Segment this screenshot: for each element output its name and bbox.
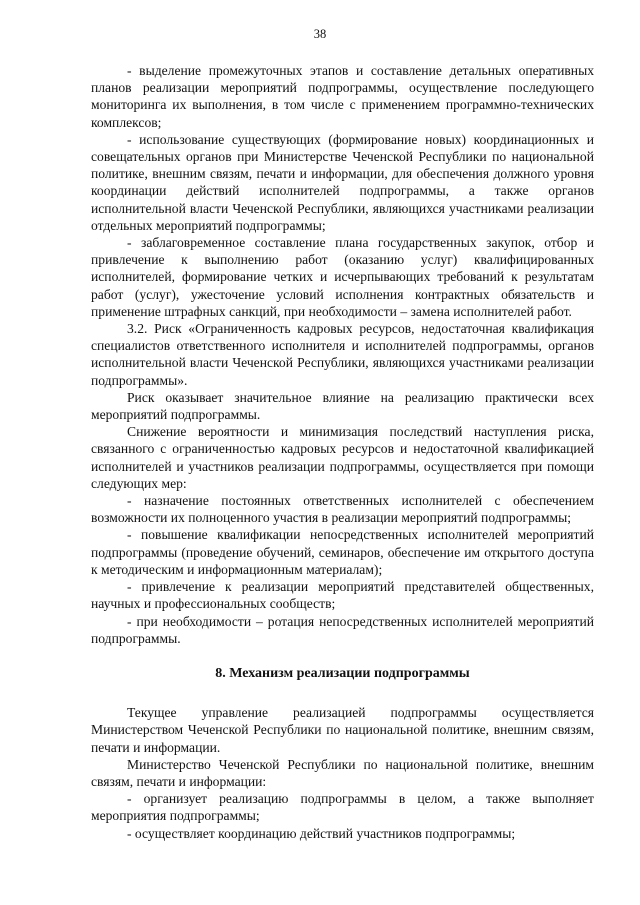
paragraph: - использование существующих (формирование новых) координационных и совещательных органов при Министерстве Чеченской Республики по национальной политике, внешним связям, печати и информации, для обеспечения должного уровня координации действий исполнителей подпрограммы, а также органов исполнительной власти Чеченской Республики, являющихся участниками реализации отдельных мероприятий подпрограммы; (91, 131, 594, 233)
paragraph: Снижение вероятности и минимизация последствий наступления риска, связанного с ограниченностью кадровых ресурсов и недостаточной квалификацией исполнителей и участников реализации подпрограммы, осуществляется при помощи следующих мер: (91, 424, 594, 491)
section-heading: 8. Механизм реализации подпрограммы (215, 665, 470, 681)
paragraph: 3.2. Риск «Ограниченность кадровых ресурсов, недостаточная квалификация специалистов ответственного исполнителя и исполнителей подпрограммы, органов исполнительной власти Чеченской Республики, являющихся участниками реализации подпрограммы». (91, 321, 594, 388)
paragraph: - привлечение к реализации мероприятий представителей общественных, научных и профессиональных сообществ; (91, 579, 594, 612)
paragraph: - осуществляет координацию действий участников подпрограммы; (127, 825, 516, 841)
paragraph: - назначение постоянных ответственных исполнителей с обеспечением возможности их полноценного участия в реализации мероприятий подпрограммы; (91, 493, 594, 526)
document-body (91, 62, 594, 842)
paragraph: Текущее управление реализацией подпрограммы осуществляется Министерством Чеченской Республики по национальной политике, внешним связям, печати и информации. (91, 705, 594, 755)
paragraph: - заблаговременное составление плана государственных закупок, отбор и привлечение к выполнению работ (оказанию услуг) квалифицированных исполнителей, формирование четких и исчерпывающих требований к результатам работ (услуг), ужесточение условий исполнения контрактных обязательств и применение штрафных санкций, при необходимости – замена исполнителей работ. (91, 235, 594, 319)
paragraph: Риск оказывает значительное влияние на реализацию практически всех мероприятий подпрограммы. (91, 389, 594, 423)
paragraph: - выделение промежуточных этапов и составление детальных оперативных планов реализации мероприятий подпрограммы, осуществление последующего мониторинга их выполнения, в том числе с применением программно-технических комплексов; (91, 63, 594, 130)
paragraph: - повышение квалификации непосредственных исполнителей мероприятий подпрограммы (проведение обучений, семинаров, обеспечение им открытого доступа к методическим и информационным материалам); (91, 527, 594, 577)
page-number: 38 (313, 27, 327, 41)
paragraph: Министерство Чеченской Республики по национальной политике, внешним связям, печати и информации: (91, 756, 594, 789)
paragraph: - организует реализацию подпрограммы в целом, а также выполняет мероприятия подпрограммы; (91, 791, 594, 824)
paragraph: - при необходимости – ротация непосредственных исполнителей мероприятий подпрограммы. (91, 613, 594, 646)
